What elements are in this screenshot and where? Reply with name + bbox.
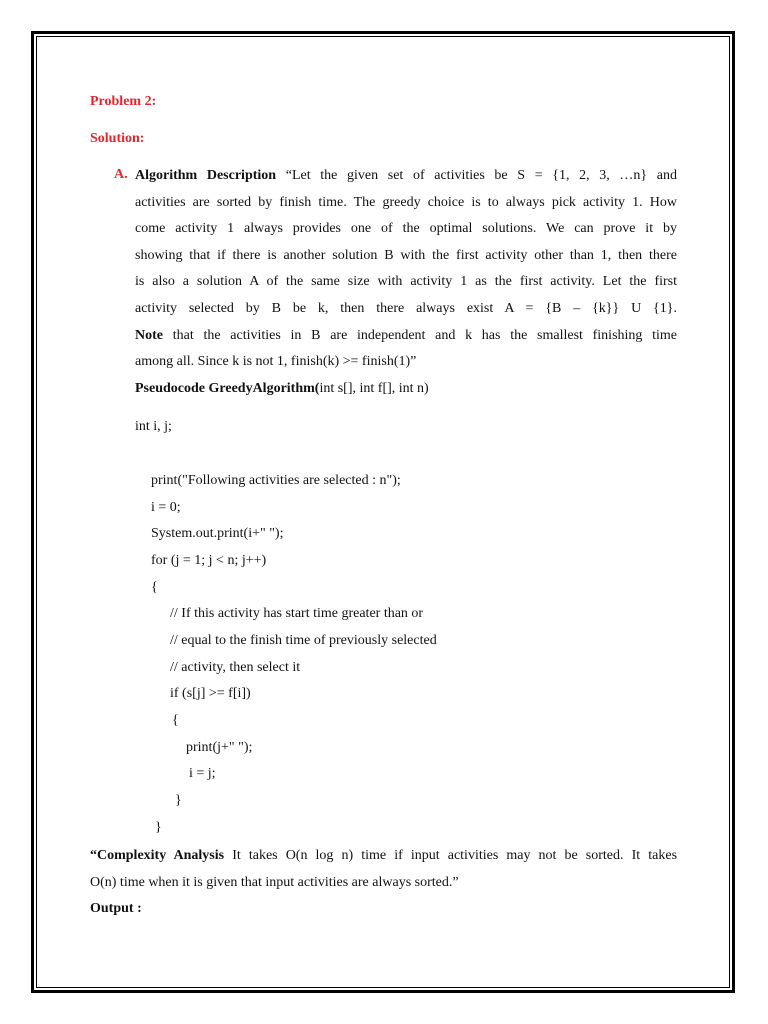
code-line: for (j = 1; j < n; j++)	[151, 553, 267, 568]
output-label: Output :	[90, 901, 142, 917]
code-comment: // activity, then select it	[170, 660, 301, 675]
complexity-analysis	[90, 843, 677, 923]
description-line-2: activities are sorted by finish time. The greedy choice is to always pick activity 1. How	[135, 194, 677, 210]
code-line: print(j+" ");	[186, 740, 253, 755]
description-line-6: activity selected by B be k, then there always exist A = {B – {k}} U {1}.	[135, 300, 677, 316]
note-label: Note	[135, 327, 163, 343]
code-line: System.out.print(i+" ");	[151, 526, 284, 541]
code-line: int i, j;	[135, 419, 172, 434]
note-line-1: Note that the activities in B are independent and k has the smallest finishing time	[135, 327, 678, 343]
problem-heading: Problem 2:	[90, 94, 157, 109]
complexity-label: “Complexity Analysis	[90, 848, 225, 863]
description-line-5: is also a solution A of the same size with activity 1 as the first activity. Let the first	[135, 274, 677, 290]
algorithm-description-title: Algorithm Description	[135, 168, 277, 183]
algorithm-description	[135, 163, 677, 402]
pseudocode-label: Pseudocode GreedyAlgorithm(	[135, 380, 320, 396]
description-line-4: showing that if there is another solution B with the first activity other than 1, then there	[135, 247, 677, 263]
section-a-marker: A.	[114, 167, 128, 182]
code-line: print("Following activities are selected : n");	[151, 473, 401, 488]
code-comment: // If this activity has start time greater than or	[170, 606, 424, 621]
code-line: }	[155, 820, 162, 835]
code-line: i = j;	[189, 766, 216, 781]
code-line: if (s[j] >= f[i])	[170, 686, 251, 701]
description-line-1: Algorithm Description “Let the given set of activities be S = {1, 2, 3, …n} and	[135, 168, 677, 183]
description-line-3: come activity 1 always provides one of the optimal solutions. We can prove it by	[135, 221, 677, 237]
code-comment: // equal to the finish time of previously selected	[170, 633, 437, 648]
pseudocode-line: Pseudocode GreedyAlgorithm(int s[], int f[], int n)	[135, 380, 429, 396]
complexity-line-1: “Complexity Analysis It takes O(n log n) time if input activities may not be sorted. It takes	[90, 848, 678, 863]
code-line: {	[151, 580, 158, 595]
code-line: i = 0;	[151, 500, 181, 515]
code-line: }	[175, 793, 182, 808]
solution-heading: Solution:	[90, 131, 145, 146]
code-line: {	[172, 713, 179, 728]
complexity-line-2: O(n) time when it is given that input activities are always sorted.”	[90, 874, 459, 890]
note-line-2: among all. Since k is not 1, finish(k) >= finish(1)”	[135, 354, 417, 370]
